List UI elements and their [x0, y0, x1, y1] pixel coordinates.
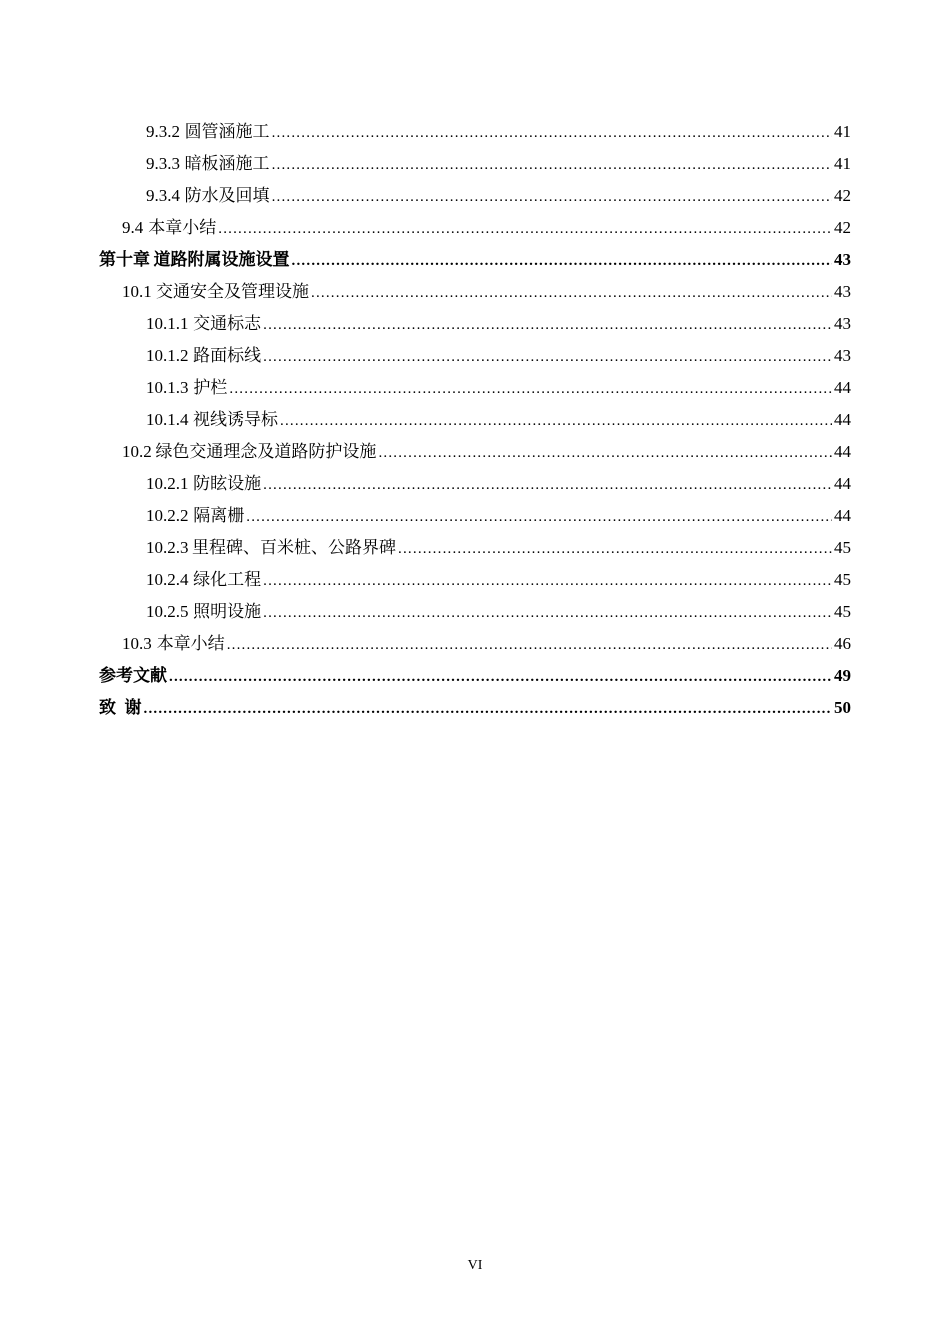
toc-leader [398, 535, 832, 563]
toc-number: 10.2.1 [146, 474, 189, 493]
toc-leader [378, 439, 832, 467]
toc-entry-acknowledgements[interactable] [99, 694, 851, 722]
toc-page: 42 [834, 218, 851, 237]
toc-title: 绿色交通理念及道路防护设施 [155, 442, 377, 461]
toc-title: 交通标志 [193, 314, 262, 333]
toc-leader [144, 695, 833, 723]
toc-page: 43 [834, 250, 851, 269]
toc-number: 9.3.2 [146, 122, 180, 141]
toc-entry-10-2[interactable] [122, 438, 851, 466]
toc-title: 参考文献 [99, 666, 167, 685]
toc-leader [246, 503, 832, 531]
toc-leader [263, 471, 832, 499]
toc-title: 本章小结 [156, 634, 225, 653]
toc-entry-10-3[interactable] [122, 630, 851, 658]
toc-page: 41 [834, 154, 851, 173]
toc-leader [263, 567, 832, 595]
toc-title: 致 谢 [99, 698, 142, 717]
toc-page: 46 [834, 634, 851, 653]
toc-page: 41 [834, 122, 851, 141]
toc-title: 本章小结 [148, 218, 217, 237]
toc-number: 10.1.1 [146, 314, 189, 333]
toc-page: 44 [834, 506, 851, 525]
toc-page: 44 [834, 474, 851, 493]
toc-title: 圆管涵施工 [184, 122, 270, 141]
toc-page: 50 [834, 698, 851, 717]
toc-entry-10-1-4[interactable] [146, 406, 851, 434]
toc-leader [311, 279, 832, 307]
toc-entry-chapter-10[interactable] [99, 246, 851, 274]
toc-number: 10.2 [122, 442, 152, 461]
toc-entry-10-1-2[interactable] [146, 342, 851, 370]
toc-title: 防眩设施 [193, 474, 262, 493]
toc-page: 45 [834, 538, 851, 557]
toc-number: 第十章 [99, 250, 150, 269]
toc-number: 10.1.2 [146, 346, 189, 365]
toc-number: 10.2.5 [146, 602, 189, 621]
toc-page: 44 [834, 410, 851, 429]
toc-number: 10.2.3 [146, 538, 189, 557]
toc-title: 防水及回填 [184, 186, 270, 205]
toc-entry-10-1-3[interactable] [146, 374, 851, 402]
toc-number: 10.1 [122, 282, 152, 301]
toc-page: 45 [834, 570, 851, 589]
toc-leader [263, 343, 832, 371]
toc-leader [272, 119, 832, 147]
toc-page: 43 [834, 314, 851, 333]
toc-page: 43 [834, 346, 851, 365]
toc-number: 10.3 [122, 634, 152, 653]
toc-leader [263, 599, 832, 627]
toc-title: 暗板涵施工 [184, 154, 270, 173]
toc-number: 10.2.2 [146, 506, 189, 525]
toc-page: 44 [834, 378, 851, 397]
toc-number: 10.2.4 [146, 570, 189, 589]
toc-leader [169, 663, 832, 691]
toc-title: 路面标线 [193, 346, 262, 365]
toc-page: 45 [834, 602, 851, 621]
toc-number: 9.3.4 [146, 186, 180, 205]
toc-title: 隔离栅 [193, 506, 245, 525]
toc-page: 43 [834, 282, 851, 301]
toc-number: 10.1.4 [146, 410, 189, 429]
toc-number: 9.3.3 [146, 154, 180, 173]
toc-entry-10-2-3[interactable] [146, 534, 851, 562]
toc-leader [280, 407, 832, 435]
toc-entry-10-2-1[interactable] [146, 470, 851, 498]
toc-page: 42 [834, 186, 851, 205]
toc-leader [263, 311, 832, 339]
page-number: VI [467, 1258, 483, 1273]
toc-leader [272, 183, 832, 211]
toc-entry-10-2-5[interactable] [146, 598, 851, 626]
toc-title: 绿化工程 [193, 570, 262, 589]
toc-page: 49 [834, 666, 851, 685]
toc-entry-10-1[interactable] [122, 278, 851, 306]
toc-entry-references[interactable] [99, 662, 851, 690]
toc-leader [218, 215, 832, 243]
toc-leader [272, 151, 832, 179]
toc-title: 里程碑、百米桩、公路界碑 [192, 538, 397, 557]
toc-entry-10-2-2[interactable] [146, 502, 851, 530]
toc-entry-10-2-4[interactable] [146, 566, 851, 594]
toc-leader [227, 631, 832, 659]
toc-number: 10.1.3 [146, 378, 189, 397]
toc-leader [229, 375, 832, 403]
toc-leader [292, 247, 832, 275]
toc-entry-9-4[interactable] [122, 214, 851, 242]
toc-number: 9.4 [122, 218, 144, 237]
toc-entry-9-3-4[interactable] [146, 182, 851, 210]
toc-title: 交通安全及管理设施 [156, 282, 309, 301]
toc-page: 44 [834, 442, 851, 461]
toc-title: 道路附属设施设置 [153, 250, 290, 269]
toc-title: 照明设施 [193, 602, 262, 621]
toc-entry-10-1-1[interactable] [146, 310, 851, 338]
toc-title: 视线诱导标 [193, 410, 278, 429]
toc-title: 护栏 [193, 378, 228, 397]
toc-entry-9-3-2[interactable] [146, 118, 851, 146]
toc-entry-9-3-3[interactable] [146, 150, 851, 178]
